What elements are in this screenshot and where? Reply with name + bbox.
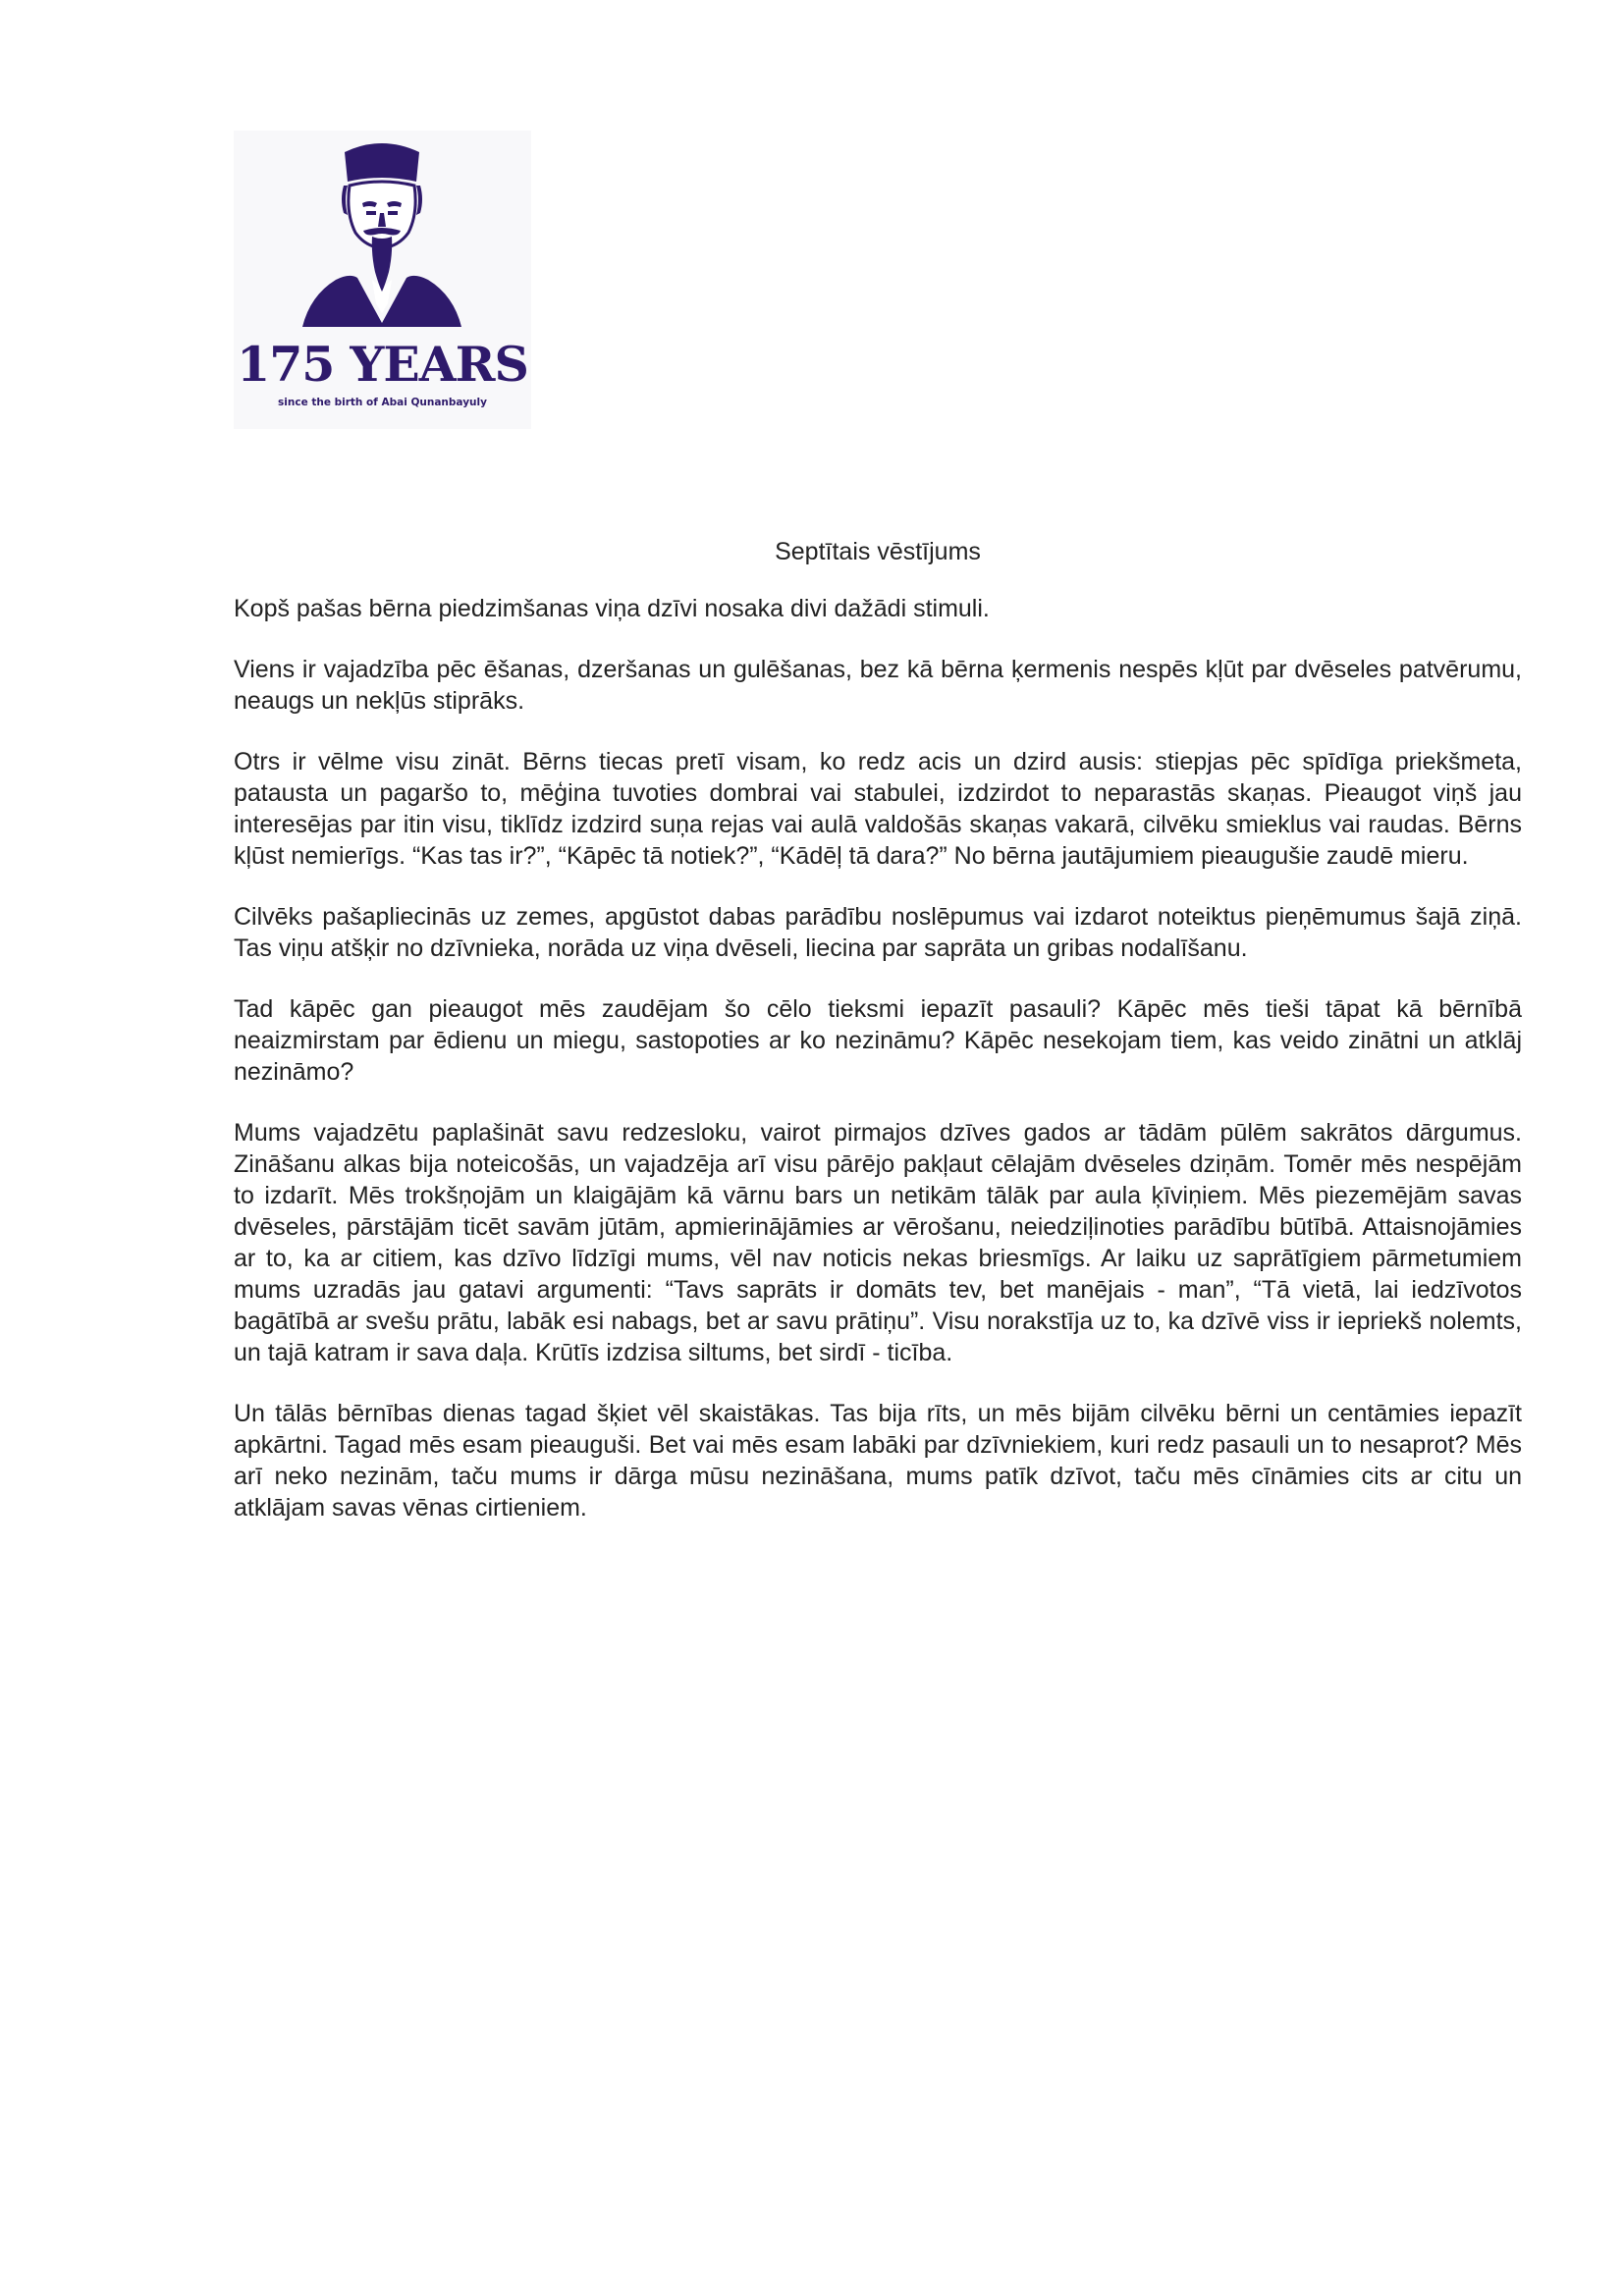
paragraph-5: Tad kāpēc gan pieaugot mēs zaudējam šo cēlo tieksmi iepazīt pasauli? Kāpēc mēs tieši tāpat kā bērnībā neaizmirstam par ēdienu un miegu, sastopoties ar ko nezināmu? Kāpēc nesekojam tiem, kas veido zinātni un atklāj nezināmo? (234, 995, 1522, 1086)
abai-portrait-icon (234, 131, 531, 337)
logo-since-text: since the birth of Abai Qunanbayuly (278, 397, 487, 408)
document-title: Septītais vēstījums (775, 538, 981, 565)
abai-175-years-logo (234, 131, 531, 429)
paragraph-7: Un tālās bērnības dienas tagad šķiet vēl skaistākas. Tas bija rīts, un mēs bijām cilvēku bērni un centāmies iepazīt apkārtni. Tagad mēs esam pieauguši. Bet vai mēs esam labāki par dzīvniekiem, kuri redz pasauli un to nesaprot? Mēs arī neko nezinām, taču mums ir dārga mūsu nezināšana, mums patīk dzīvot, taču mēs cīnāmies cits ar citu un atklājam savas vēnas cirtieniem. (234, 1400, 1522, 1522)
paragraph-3: Otrs ir vēlme visu zināt. Bērns tiecas pretī visam, ko redz acis un dzird ausis: stiepjas pēc spīdīga priekšmeta, pataustа un pagaršo to, mēģina tuvoties dombrai vai stabulei, izdzirdot to neparastās skaņas. Pieaugot viņš jau interesējas par itin visu, tiklīdz izdzird suņa rejas vai aulā valdošās skaņas vakarā, cilvēku smieklus vai raudas. Bērns kļūst nemierīgs. “Kas tas ir?”, “Kāpēc tā notiek?”, “Kādēļ tā dara?” No bērna jautājumiem pieaugušie zaudē mieru. (234, 748, 1522, 870)
paragraph-6: Mums vajadzētu paplašināt savu redzesloku, vairot pirmajos dzīves gados ar tādām pūlēm sakrātos dārgumus. Zināšanu alkas bija noteicošās, un vajadzēja arī visu pārējo pakļaut cēlajām dvēseles dziņām. Tomēr mēs nespējām to izdarīt. Mēs trokšņojām un klaigājām kā vārnu bars un netikām tālāk par aula ķīviņiem. Mēs piezemējām savas dvēseles, pārstājām ticēt savām jūtām, apmierinājāmies ar vērošanu, neiedziļinoties parādību būtībā. Attaisnojāmies ar to, ka ar citiem, kas dzīvo līdzīgi mums, vēl nav noticis nekas briesmīgs. Ar laiku uz saprātīgiem pārmetumiem mums uzradās jau gatavi argumenti: “Tavs saprāts ir domāts tev, bet manējais - man”, “Tā vietā, lai iedzīvotos bagātībā ar svešu prātu, labāk esi nabags, bet ar savu prātiņu”. Visu norakstīja uz to, ka dzīvē viss ir iepriekš nolemts, un tajā katram ir sava daļa. Krūtīs izdzisa siltums, bet sirdī - ticība. (234, 1119, 1522, 1366)
logo-years-text: 175 YEARS (237, 336, 528, 393)
paragraph-2: Viens ir vajadzība pēc ēšanas, dzeršanas un gulēšanas, bez kā bērna ķermenis nespēs kļūt par dvēseles patvērumu, neaugs un nekļūs stiprāks. (234, 656, 1522, 715)
paragraph-1: Kopš pašas bērna piedzimšanas viņa dzīvi nosaka divi dažādi stimuli. (234, 595, 990, 622)
paragraph-4: Cilvēks pašapliecinās uz zemes, apgūstot dabas parādību noslēpumus vai izdarot noteiktus pieņēmumus šajā ziņā. Tas viņu atšķir no dzīvnieka, norāda uz viņa dvēseli, liecina par saprāta un gribas nodalīšanu. (234, 903, 1522, 962)
document-body (234, 593, 1522, 1553)
